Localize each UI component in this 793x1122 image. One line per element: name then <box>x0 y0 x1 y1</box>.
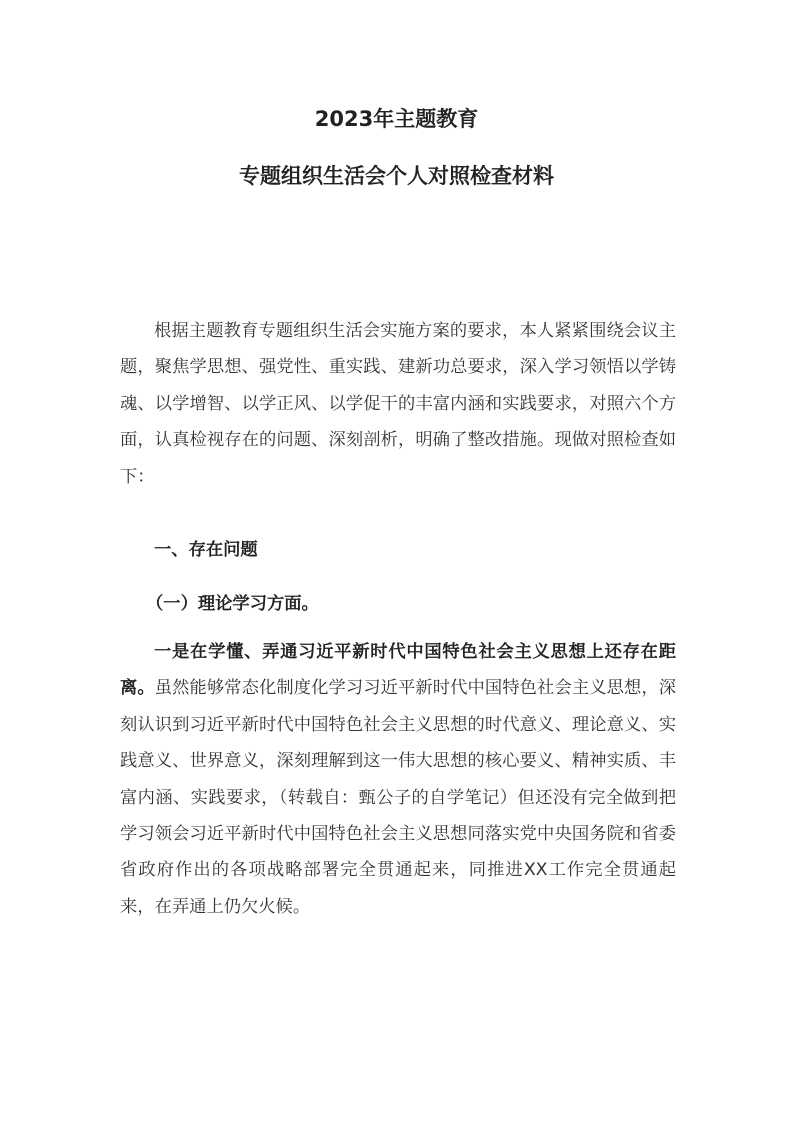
point-1-paragraph <box>120 634 676 925</box>
section-heading-problems: 一、存在问题 <box>154 540 258 560</box>
subsection-heading-theory-study: （一）理论学习方面。 <box>146 594 319 614</box>
intro-paragraph: 根据主题教育专题组织生活会实施方案的要求，本人紧紧围绕会议主题，聚焦学思想、强党性、重实践、建新功总要求，深入学习领悟以学铸魂、以学增智、以学正风、以学促干的丰富内涵和实践要求，对照六个方面，认真检视存在的问题、深刻剖析，明确了整改措施。现做对照检查如下： <box>120 321 676 487</box>
point-1-body: 虽然能够常态化制度化学习习近平新时代中国特色社会主义思想，深刻认识到习近平新时代中国特色社会主义思想的时代意义、理论意义、实践意义、世界意义，深刻理解到这一伟大思想的核心要义、精神实质、丰富内涵、实践要求，（转载自：甄公子的自学笔记）但还没有完全做到把学习领会习近平新时代中国特色社会主义思想同落实党中央国务院和省委省政府作出的各项战略部署完全贯通起来，同推进XX工作完全贯通起来，在弄通上仍欠火候。 <box>120 678 676 917</box>
document-title-line-2: 专题组织生活会个人对照检查材料 <box>239 164 554 188</box>
point-1-lead: 一是在学懂、弄通习近平新时代中国特色社会主义思想上还存在距离。 <box>120 642 676 699</box>
document-title-line-1: 2023年主题教育 <box>314 107 479 131</box>
